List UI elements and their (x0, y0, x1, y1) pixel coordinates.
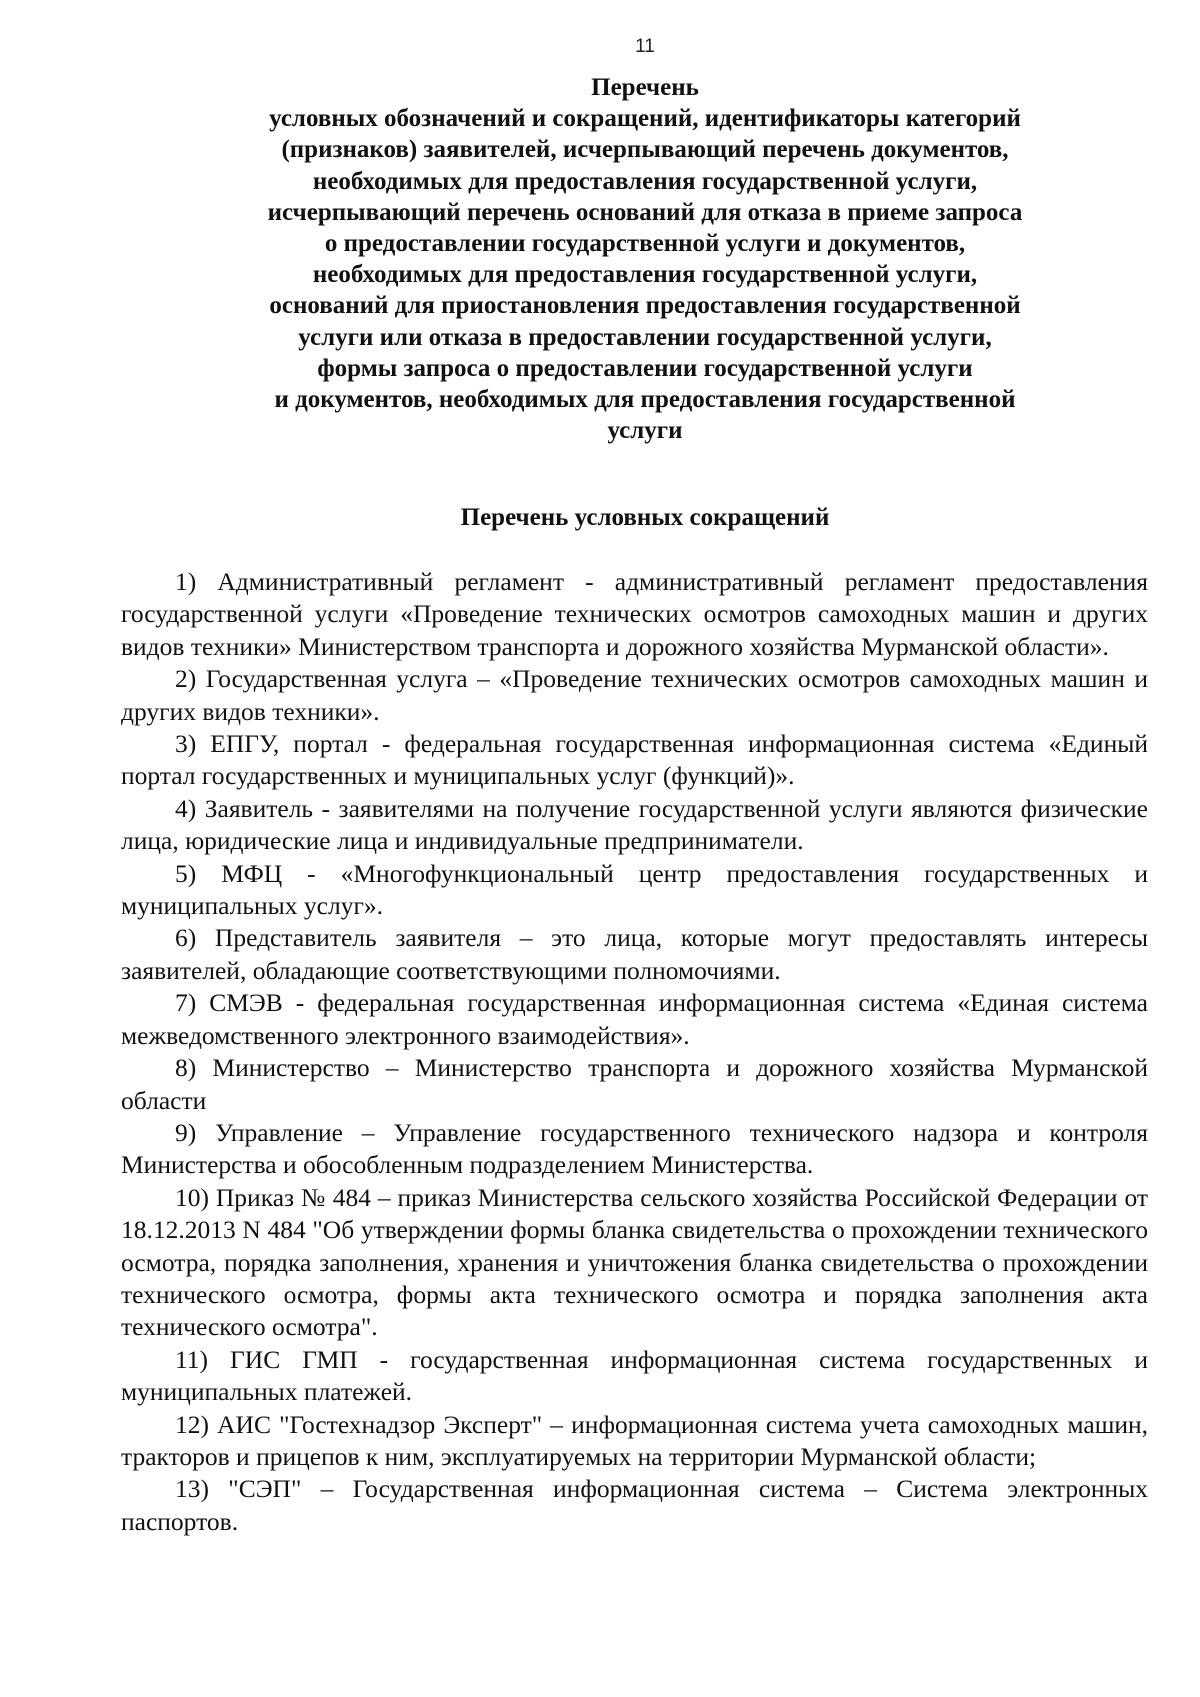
list-item: 8) Министерство – Министерство транспорта и дорожного хозяйства Мурманской области (121, 1053, 1148, 1115)
list-item: 4) Заявитель - заявителями на получение государственной услуги являются физические лица, юридические лица и индивидуальные предприниматели. (121, 793, 1148, 856)
title-line: услуги (607, 417, 683, 445)
title-line: и документов, необходимых для предоставления государственной (274, 386, 1016, 414)
title-line: формы запроса о предоставлении государственной услуги (317, 354, 973, 382)
title-line: о предоставлении государственной услуги и документов, (324, 230, 966, 258)
document-title (150, 72, 1140, 446)
list-item: 3) ЕПГУ, портал - федеральная государственная информационная система «Единый портал государственных и муниципальных услуг (функций)». (121, 729, 1148, 791)
list-item: 12) АИС "Гостехнадзор Эксперт" – информационная система учета самоходных машин, тракторов и прицепов к ним, эксплуатируемых на территории Мурманской области; (121, 1409, 1148, 1471)
title-line: (признаков) заявителей, исчерпывающий перечень документов, (281, 136, 1009, 164)
title-line: услуги или отказа в предоставлении государственной услуги, (298, 323, 992, 351)
list-item: 1) Административный регламент - административный регламент предоставления государственной услуги «Проведение технических осмотров самоходных машин и других видов техники» Министерством транспорта и дорожного хозяйства Мурманской области». (121, 567, 1148, 661)
title-line: необходимых для предоставления государственной услуги, (312, 261, 978, 289)
title-line: исчерпывающий перечень оснований для отказа в приеме запроса (267, 198, 1023, 226)
list-item: 13) "СЭП" – Государственная информационная система – Система электронных паспортов. (121, 1474, 1148, 1536)
list-item: 7) СМЭВ - федеральная государственная информационная система «Единая система межведомственного электронного взаимодействия». (121, 988, 1148, 1050)
title-line: условных обозначений и сокращений, идентификаторы категорий (269, 105, 1021, 133)
list-item: 10) Приказ № 484 – приказ Министерства сельского хозяйства Российской Федерации от 18.12.2013 N 484 "Об утверждении формы бланка свидетельства о прохождении технического осмотра, порядка заполнения, хранения и уничтожения бланка свидетельства о прохождении технического осмотра, формы акта технического осмотра и порядка заполнения акта технического осмотра". (121, 1182, 1148, 1342)
list-item: 2) Государственная услуга – «Проведение технических осмотров самоходных машин и других видов техники». (121, 664, 1148, 726)
list-item: 11) ГИС ГМП - государственная информационная система государственных и муниципальных платежей. (121, 1344, 1148, 1407)
title-line: необходимых для предоставления государственной услуги, (312, 167, 978, 195)
list-item: 9) Управление – Управление государственного технического надзора и контроля Министерства и обособленным подразделением Министерства. (121, 1117, 1148, 1180)
list-item: 6) Представитель заявителя – это лица, которые могут предоставлять интересы заявителей, обладающие соответствующими полномочиями. (121, 923, 1148, 985)
title-line: Перечень (591, 74, 699, 101)
section-heading: Перечень условных сокращений (460, 504, 830, 531)
page-number: 11 (635, 36, 655, 57)
abbreviation-list (121, 566, 1148, 1538)
title-line: оснований для приостановления предоставления государственной (269, 292, 1021, 320)
list-item: 5) МФЦ - «Многофункциональный центр предоставления государственных и муниципальных услуг». (121, 858, 1148, 921)
